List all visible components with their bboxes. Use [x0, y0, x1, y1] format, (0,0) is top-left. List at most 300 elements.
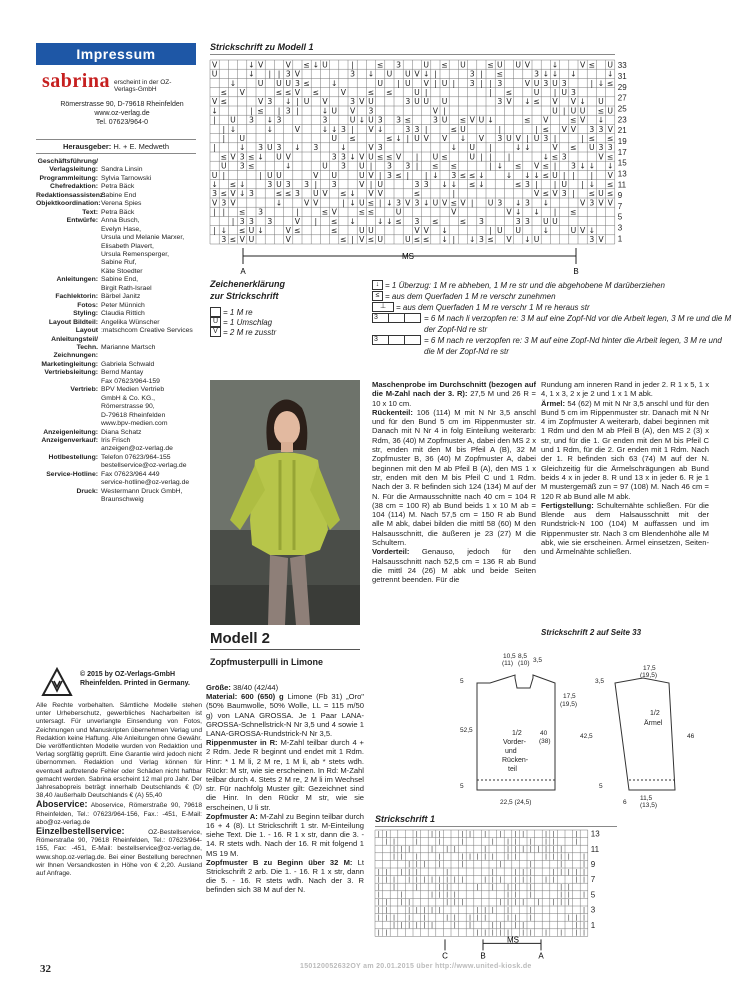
instruction-heading: Maschenprobe im Durchschnitt (bezogen auf die M-Zahl nach der 3. R): — [372, 380, 536, 399]
chart-symbol: V — [368, 170, 374, 180]
staff-name: Käte Stoedter — [101, 267, 143, 275]
chart-symbol: | — [506, 846, 510, 853]
chart-symbol: ≤ — [229, 235, 237, 245]
chart-symbol: U — [377, 78, 384, 88]
legend-text: = 6 M nach re verzopfen re: 3 M auf eine Zopf-Nd hinter die Arbeit legen, 3 M re und die M der Zopf-Nd re str — [424, 336, 722, 356]
chart-symbol: V — [322, 189, 328, 199]
legend-text: = 2 M re zusstr — [223, 327, 277, 337]
row-number: 1 — [590, 920, 596, 930]
chart-symbol: ↓ — [238, 180, 246, 189]
chart-symbol: 3 — [276, 143, 282, 153]
chart-symbol: U — [478, 115, 485, 125]
chart-symbol: U — [358, 161, 365, 171]
model-photo-illustration — [210, 380, 360, 625]
chart-symbol: 3 — [239, 152, 245, 162]
staff-row — [36, 319, 204, 327]
chart-label-b: B — [480, 951, 486, 961]
chart-symbol: U — [588, 143, 595, 153]
chart-symbol: | — [506, 899, 510, 907]
staff-role — [36, 479, 101, 487]
staff-row — [36, 462, 204, 470]
staff-row — [36, 217, 204, 225]
chart-symbol: | — [408, 922, 411, 929]
staff-name: Verena Spies — [101, 200, 142, 208]
knitting-chart-2 — [373, 828, 623, 961]
staff-role: Objektkoordination: — [36, 200, 101, 208]
chart-symbol: ↓ — [238, 189, 246, 199]
impressum-header: Impressum — [36, 43, 196, 65]
chart-symbol: ↓ — [597, 115, 605, 125]
chart-symbol: U — [404, 69, 411, 79]
chart-symbol: | — [430, 876, 434, 884]
chart-symbol: ↓ — [376, 216, 384, 226]
chart-symbol: V — [524, 60, 531, 70]
staff-row — [36, 192, 204, 200]
instruction-paragraph — [372, 408, 536, 547]
legend-item — [372, 313, 732, 335]
chart-symbol: | — [491, 906, 494, 914]
chart-symbol: U — [441, 78, 448, 88]
chart-symbol: | — [514, 914, 517, 922]
chart-symbol: 3 — [331, 152, 337, 162]
chart-symbol: | — [222, 124, 226, 134]
copyright: © 2015 by OZ-Verlags-GmbH Rheinfelden. Printed in Germany. — [80, 671, 190, 687]
chart-symbol: | — [499, 830, 502, 838]
chart-symbol: | — [314, 216, 318, 226]
chart-symbol: 3 — [570, 161, 576, 171]
chart-symbol: V — [552, 189, 558, 199]
chart-symbol: ↓ — [211, 106, 218, 116]
chart-symbol: | — [476, 853, 479, 861]
chart-symbol: | — [560, 861, 563, 869]
instruction-text: Genauso, jedoch für den Halsausschnitt nach 52,5 cm = 136 R ab Bund die mittl 24 (26) M abk und beide Seiten getrennt beenden. Für die — [372, 547, 536, 585]
instruction-text: 27,5 M und 26 R = 10 x 10 cm. — [372, 389, 536, 408]
chart-symbol: ≤ — [606, 134, 614, 143]
chart-symbol: ↓ — [229, 124, 237, 134]
staff-name: Bärbel Janitz — [101, 293, 141, 301]
row-number: 13 — [590, 829, 600, 839]
staff-name: Sabine End — [101, 191, 137, 199]
staff-row — [36, 175, 204, 183]
chart-symbol: | — [567, 884, 570, 891]
footer-watermark: 150120052632OY am 20.01.2015 über http://www.united-kiosk.de — [300, 963, 532, 970]
chart-symbol: ≤ — [303, 78, 310, 88]
chart-symbol: 3 — [258, 207, 264, 217]
chart-symbol: | — [213, 226, 216, 235]
chart-symbol: | — [484, 929, 487, 937]
chart-symbol: | — [377, 868, 380, 876]
chart-symbol: ≤ — [551, 152, 559, 162]
chart-symbol: 3 — [221, 235, 227, 245]
chart-symbol: ≤ — [220, 88, 228, 97]
chart-symbol: ↓ — [386, 198, 393, 208]
model-photo — [210, 380, 360, 625]
staff-name: Diana Schatz — [101, 428, 142, 436]
row-number: 19 — [617, 136, 627, 146]
chart-symbol: 3 — [304, 180, 310, 189]
chart-symbol: ≤ — [229, 180, 237, 189]
chart-symbol: | — [438, 884, 441, 891]
chart-symbol: | — [424, 124, 428, 134]
instruction-paragraph — [541, 501, 709, 557]
chart-symbol: U — [579, 106, 586, 116]
chart-symbol: 3 — [589, 198, 595, 208]
chart-symbol: ↓ — [229, 78, 237, 88]
chart-symbol: | — [408, 899, 411, 907]
chart-symbol: ↓ — [349, 198, 356, 208]
chart-symbol: ↓ — [248, 60, 255, 70]
chart-symbol: V — [294, 88, 301, 97]
chart-symbol: | — [296, 207, 299, 217]
chart-symbol: | — [567, 914, 570, 922]
staff-row — [36, 378, 204, 386]
chart-symbol: ≤ — [395, 216, 402, 226]
chart-symbol: 3 — [561, 189, 567, 199]
chart-symbol: U — [533, 235, 540, 245]
chart-symbol: 3 — [212, 189, 218, 199]
staff-name: Evelyn Hase, — [101, 225, 142, 233]
staff-name: Gabriela Schwald — [101, 360, 155, 368]
legend-text: = 1 Umschlag — [223, 317, 273, 327]
staff-role: Fachlektorin: — [55, 293, 98, 301]
chart-symbol: | — [408, 906, 411, 914]
staff-role — [36, 234, 101, 242]
chart-symbol: ≤ — [303, 60, 310, 70]
chart-symbol: ↓ — [422, 69, 430, 79]
chart-symbol: | — [438, 861, 441, 869]
staff-row — [36, 302, 204, 310]
dim: 5 — [460, 678, 464, 685]
chart-symbol: 3 — [497, 97, 503, 107]
chart-symbol: 3 — [570, 88, 576, 97]
chart-symbol: V — [257, 60, 264, 70]
instruction-heading: Rippenmuster in R: — [206, 738, 278, 748]
legend-text: = 6 M nach li verzopfen re: 3 M auf eine Zopf-Nd vor die Arbeit legen, 3 M re und die M der Zopf-Nd re str — [424, 314, 732, 334]
chart-symbol: 3 — [377, 115, 383, 125]
sleeve-outline — [615, 678, 675, 790]
chart-symbol: 3 — [589, 235, 595, 245]
staff-role: Redaktionsassistenz: — [36, 191, 106, 199]
legend-item — [210, 317, 276, 327]
chart-symbol: | — [250, 106, 253, 116]
staff-role — [36, 412, 101, 420]
staff-row — [36, 479, 204, 487]
chart-symbol: ↓ — [441, 180, 448, 189]
staff-role: Vertrieb: — [70, 386, 98, 394]
chart-symbol: 3 — [221, 198, 227, 208]
chart-symbol: ↓ — [606, 69, 614, 79]
chart-symbol: 3 — [340, 161, 346, 171]
chart-symbol: ≤ — [275, 189, 283, 199]
chart-symbol: U — [248, 226, 255, 235]
chart-symbol: ↓ — [395, 134, 402, 143]
herausgeber-value: H. + E. Medweth — [113, 142, 170, 151]
instruction-text: Rundung am inneren Rand in jeder 2. R 1 x 5, 1 x 4, 1 x 3, 2 x je 2 und 1 x 1 M abk. — [541, 380, 709, 399]
brand-block — [42, 70, 202, 93]
chart-symbol: ↓ — [468, 235, 476, 245]
chart-symbol: U — [598, 97, 604, 107]
chart-symbol: ↓ — [441, 235, 448, 245]
chart-symbol: U — [552, 216, 558, 226]
chart-symbol: ↓ — [514, 143, 522, 153]
chart-symbol: | — [514, 853, 517, 861]
chart-symbol: U — [414, 134, 420, 143]
chart-symbol: | — [535, 124, 538, 134]
chart-symbol: ≤ — [376, 152, 384, 162]
chart-symbol: ≤ — [606, 78, 614, 88]
chart-symbol: | — [581, 180, 584, 189]
instructions-col2 — [372, 380, 536, 585]
chart-symbol: | — [213, 207, 216, 217]
chart-symbol: | — [369, 180, 373, 189]
chart-symbol: ≤ — [386, 88, 393, 97]
einzel-label: Einzelbestellservice: — [36, 826, 125, 837]
chart-symbol: | — [572, 189, 575, 199]
chart-symbol: V — [340, 88, 347, 97]
staff-role: Verlagsleitung: — [49, 166, 98, 174]
legal-body: Alle Rechte vorbehalten. Sämtliche Modelle stehen unter Urheberschutz, gewerbliches Nacharbeiten ist untersagt. Für unverlangte Einsendung von Fotos, Zeichnungen und Manuskripten übernehmen Verlag und Redaktion keine Haftung. Alle Anleitungen ohne Gewähr. Die veröffentlichten Modelle wurden von Redaktion und Verlag sorgfältig geprüft. Eine Garantie wird jedoch nicht übernommen. Redaktion und Verlag können für eventuell auftretende Fehler oder Schäden nicht haftbar gemacht werden. Sabrina erscheint 12 mal pro Jahr. Der Jahresabopreis beträgt innerhalb Deutschlands € (D) 38,40 /außerhalb Deutschlands € (A) 55,40 — [36, 702, 202, 800]
chart-symbol: U — [469, 152, 476, 162]
chart-symbol: 3 — [405, 97, 411, 107]
chart-symbol: V — [451, 207, 457, 217]
cable-left-symbol: 3 — [372, 313, 421, 323]
chart-symbol: ≤ — [386, 152, 393, 162]
address-line: Römerstrasse 90, D-79618 Rheinfelden — [60, 101, 184, 108]
chart-symbol: 3 — [386, 161, 392, 171]
chart-symbol: U — [368, 115, 374, 125]
staff-name: :matschcom Creative Services — [101, 327, 193, 335]
chart-symbol: | — [377, 929, 380, 937]
chart-symbol: ≤ — [570, 207, 577, 217]
chart-symbol: | — [452, 78, 456, 88]
legend-symbol: ⊥ — [372, 302, 394, 312]
instruction-heading: Zopfmuster B zu Beginn über 32 M: — [206, 857, 353, 867]
staff-name: www.bpv-medien.com — [101, 420, 168, 428]
chart-symbol: V — [506, 97, 512, 107]
chart-symbol: ↓ — [238, 143, 246, 153]
chart-symbol: 3 — [497, 78, 503, 88]
chart-symbol: ≤ — [570, 143, 577, 153]
chart-symbol: | — [430, 922, 434, 929]
chart-symbol: V — [257, 97, 264, 107]
chart-symbol: | — [484, 906, 487, 914]
chart-symbol: | — [582, 853, 586, 861]
chart-symbol: ≤ — [432, 216, 439, 226]
chart-symbol: ↓ — [514, 207, 522, 217]
staff-name: Fax 07623/964 449 — [101, 470, 160, 478]
chart-symbol: U — [533, 134, 540, 143]
chart-symbol: 3 — [294, 189, 300, 199]
chart-symbol: | — [443, 106, 446, 116]
sleeve-label: 1/2 Ärmel — [644, 710, 663, 727]
chart-symbol: | — [392, 914, 396, 922]
chart-symbol: ≤ — [450, 161, 458, 171]
staff-name: Sandra Linsin — [101, 166, 143, 174]
chart-symbol: | — [553, 180, 557, 189]
dim: 22,5 (24,5) — [500, 799, 532, 806]
chart-symbol: | — [296, 106, 299, 116]
chart-symbol: U — [276, 78, 282, 88]
chart-symbol: 3 — [451, 170, 457, 180]
chart-symbol: ≤ — [514, 161, 522, 171]
chart-symbol: V — [230, 198, 236, 208]
chart-symbol: | — [489, 88, 492, 97]
chart-symbol: | — [567, 891, 570, 899]
chart-symbol: ≤ — [542, 189, 550, 199]
staff-row — [36, 285, 204, 293]
chart-symbol: | — [377, 884, 380, 891]
chart-symbol: 3 — [331, 180, 337, 189]
chart-symbol: | — [424, 88, 428, 97]
staff-role — [36, 403, 101, 411]
herausgeber-label: Herausgeber: — [62, 142, 112, 151]
staff-role: Druck: — [76, 487, 98, 495]
chart-symbol: 3 — [285, 106, 291, 116]
divider — [36, 139, 196, 140]
chart-symbol: | — [351, 124, 354, 134]
instruction-heading: Vorderteil: — [372, 547, 410, 557]
staff-row — [36, 243, 204, 251]
chart-symbol: | — [446, 846, 449, 853]
instruction-heading: Ärmel: — [541, 398, 566, 408]
chart-symbol: | — [553, 134, 557, 143]
chart-symbol: 3 — [248, 216, 254, 226]
row-number: 15 — [617, 158, 627, 168]
chart-symbol: U — [496, 60, 503, 70]
instructions-col1 — [206, 683, 364, 895]
row-number: 3 — [590, 905, 596, 915]
instruction-heading: Rückenteil: — [372, 407, 413, 417]
chart-symbol: | — [544, 929, 548, 937]
chart-symbol: ≤ — [524, 115, 531, 125]
staff-row — [36, 454, 204, 462]
chart-symbol: | — [522, 876, 525, 884]
chart-symbol: ≤ — [606, 152, 614, 162]
chart-symbol: V — [377, 189, 383, 199]
chart-symbol: | — [400, 868, 403, 876]
chart-symbol: | — [582, 906, 586, 914]
staff-name: Fax 07623/964-159 — [101, 377, 160, 385]
chart-symbol: | — [446, 884, 449, 891]
legend-title-line: zur Strickschrift — [210, 291, 279, 301]
chart-symbol: | — [582, 861, 586, 869]
chart-symbol: | — [415, 838, 418, 846]
chart-symbol: 3 — [469, 78, 475, 88]
chart-symbol: ↓ — [588, 161, 596, 171]
chart-symbol: V — [294, 216, 301, 226]
chart-symbol: U — [312, 189, 319, 199]
chart-symbol: | — [529, 891, 532, 899]
staff-row — [36, 293, 204, 301]
chart-symbol: 3 — [267, 180, 273, 189]
chart-symbol: | — [514, 846, 517, 853]
staff-list — [36, 158, 204, 505]
chart-symbol: U — [211, 69, 218, 79]
legend-title-line: Zeichenerklärung — [210, 279, 286, 289]
chart-symbol: 3 — [414, 198, 420, 208]
chart-symbol: ↓ — [441, 226, 448, 235]
staff-role: Layout Bildteil: — [48, 318, 98, 326]
staff-row — [36, 412, 204, 420]
chart-symbol: ≤ — [284, 189, 292, 199]
chart-symbol: ↓ — [349, 189, 356, 199]
chart-symbol: 3 — [478, 216, 484, 226]
row-number: 9 — [590, 860, 596, 869]
legend-item — [210, 327, 276, 337]
chart-symbol: | — [553, 88, 557, 97]
chart-symbol: ≤ — [441, 60, 448, 70]
chart-symbol: U — [368, 226, 374, 235]
staff-role: Anzeigenverkauf: — [41, 436, 98, 444]
chart-symbol: U — [386, 69, 393, 79]
chart-symbol: 3 — [239, 216, 245, 226]
chart-symbol: | — [415, 884, 418, 891]
chart-label-a: A — [538, 951, 544, 961]
instruction-paragraph — [541, 380, 709, 399]
chart-symbol: V — [285, 226, 291, 235]
chart-symbol: | — [514, 891, 517, 899]
chart-symbol: | — [453, 876, 456, 884]
legend-item — [372, 291, 732, 302]
row-number: 25 — [617, 104, 627, 114]
chart-symbol: | — [575, 914, 578, 922]
chart-symbol: V — [515, 134, 521, 143]
chart-symbol: ↓ — [330, 124, 338, 134]
chart-symbol: V — [423, 78, 429, 88]
chart-symbol: | — [544, 838, 548, 846]
chart-symbol: | — [491, 922, 494, 929]
chart-symbol: U — [276, 180, 282, 189]
legend-item — [210, 307, 276, 317]
chart-symbol: | — [377, 876, 380, 884]
chart-symbol: V — [211, 97, 218, 107]
row-number: 1 — [617, 234, 623, 244]
staff-role — [36, 268, 101, 276]
chart-symbol: | — [522, 899, 525, 907]
chart-symbol: 3 — [340, 152, 346, 162]
staff-role — [36, 496, 101, 504]
staff-name: anzeigen@oz-verlag.de — [101, 445, 173, 453]
staff-name: D-79618 Rheinfelden — [101, 411, 166, 419]
chart-symbol: 3 — [322, 115, 328, 125]
legend-item — [372, 302, 732, 313]
instruction-text: M-Zahl teilbar durch 4 + 2 Rdm. Jede R beginnt und endet mit 1 Rdm. Hinr: * 1 M li, 2 M re, 1 M li, ab * stets wdh. Rückr: M str, wie sie erscheinen. In Rd: M-Zahl teilbar durch 4. Stets 2 M re, 2 M li im Wechsel str. Für nachfolg Muster gilt: Gezeichnet sind die Hinr. In den Rückr M str, wie sie erscheinen, U li str. — [206, 738, 364, 812]
instruction-heading: Größe: — [206, 683, 231, 692]
row-number: 21 — [617, 126, 627, 136]
chart-symbol: | — [582, 914, 586, 922]
chart-symbol: ≤ — [459, 216, 467, 226]
chart-symbol: | — [468, 914, 472, 922]
chart-symbol: | — [476, 929, 479, 937]
legend-symbol — [210, 307, 221, 317]
staff-name: Westermann Druck GmbH, — [101, 487, 183, 495]
chart-symbol: | — [553, 207, 557, 217]
dim: 52,5 — [460, 727, 473, 734]
address-line: Tel. 07623/964-0 — [95, 119, 149, 126]
chart-symbol: | — [484, 853, 487, 861]
chart-symbol: ≤ — [238, 207, 246, 217]
staff-role: Entwürfe: — [66, 217, 98, 225]
chart-symbol: ≤ — [533, 97, 540, 107]
chart-symbol: ↓ — [349, 152, 356, 162]
chart-symbol: U — [368, 152, 374, 162]
chart-symbol: ≤ — [340, 235, 347, 245]
chart-symbol: | — [489, 226, 492, 235]
chart-symbol: | — [575, 838, 578, 846]
chart-symbol: 3 — [607, 143, 613, 153]
chart-symbol: | — [529, 914, 532, 922]
instruction-text: 54 (62) M mit N Nr 3,5 anschl und für den Bund 5 cm im Rippenmuster str. Danach mit N Nr 4 im Zopfmuster A weiterarb, dabei beginnen mit 1 Rdm und den M ab Pfeil B (A), den MS 2 (3) x str, und für die 1. Gr enden mit den M bis Pfeil C und 1 Rdm, für die 2. Gr enden mit 1 Rdm. Nach der 1. R befinden sich 63 (74) M auf der N. Gleichzeitig für die Ärmelschrägungen ab Bund beids 4 x in jeder 8. R und 13 x in jeder 6. R je 1 M mustergemäß zun = 97 (108) M. Nach 46 cm = 120 R ab Bund alle M abk. — [541, 398, 709, 501]
